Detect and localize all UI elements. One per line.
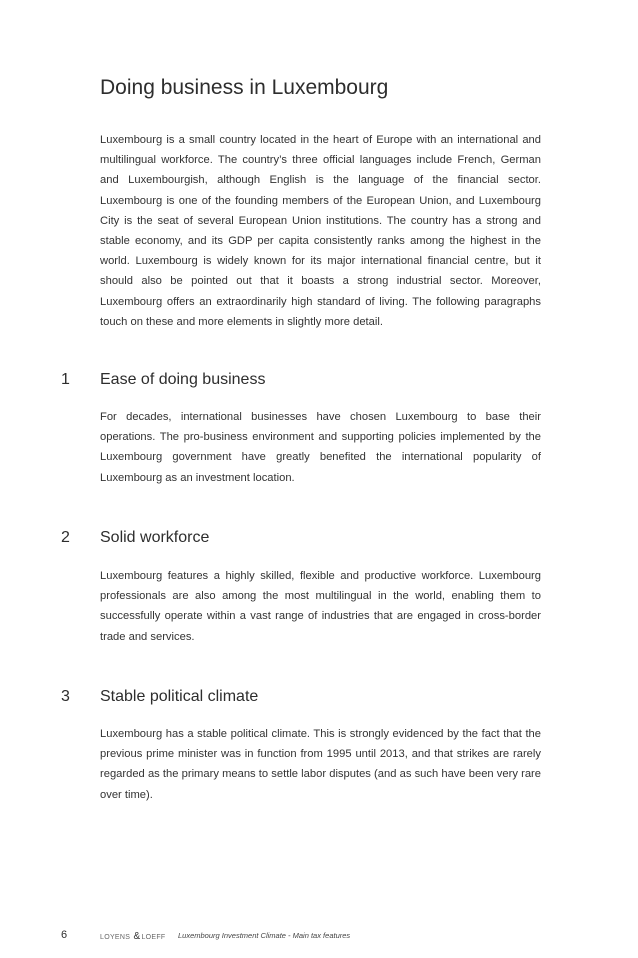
section-3-heading: Stable political climate	[100, 688, 259, 705]
section-2-number: 2	[61, 529, 70, 546]
logo-right-text: LOEFF	[141, 934, 166, 941]
page-footer	[0, 929, 638, 943]
section-1-heading: Ease of doing business	[100, 371, 266, 388]
page-title: Doing business in Luxembourg	[100, 76, 389, 99]
logo-ampersand: &	[133, 931, 141, 942]
loyens-loeff-logo	[100, 931, 166, 942]
page-number: 6	[61, 929, 68, 941]
section-2-heading: Solid workforce	[100, 529, 210, 546]
document-title: Luxembourg Investment Climate - Main tax features	[178, 931, 351, 940]
section-3-number: 3	[61, 688, 70, 705]
section-1-paragraph: For decades, international businesses have chosen Luxembourg to base their operations. The pro-business environment and supporting policies implemented by the Luxembourg government have greatly benefited the international popularity of Luxembourg as an investment location.	[100, 411, 541, 484]
intro-paragraph: Luxembourg is a small country located in the heart of Europe with an international and multilingual workforce. The country’s three official languages include French, German and Luxembourgish, although English is the language of the financial sector. Luxembourg is one of the founding members of the European Union, and Luxembourg City is the seat of several European Union institutions. The country has a strong and stable economy, and its GDP per capita consistently ranks among the highest in the world. Luxembourg is widely known for its major international financial centre, but it should also be pointed out that it boasts a strong industrial sector. Moreover, Luxembourg offers an extraordinarily high standard of living. The following paragraphs touch on these and more elements in slightly more detail.	[100, 134, 541, 328]
section-2-paragraph: Luxembourg features a highly skilled, flexible and productive workforce. Luxembourg professionals are also among the most multilingual in the world, enabling them to successfully operate within a vast range of industries that are engaged in cross-border trade and services.	[100, 570, 541, 643]
section-3-paragraph: Luxembourg has a stable political climate. This is strongly evidenced by the fact that the previous prime minister was in function from 1995 until 2013, and that strikes are rarely regarded as the primary means to settle labor disputes (and as such have been very rare over time).	[100, 728, 541, 801]
logo-left-text: LOYENS	[100, 934, 131, 941]
section-1-number: 1	[61, 371, 70, 388]
